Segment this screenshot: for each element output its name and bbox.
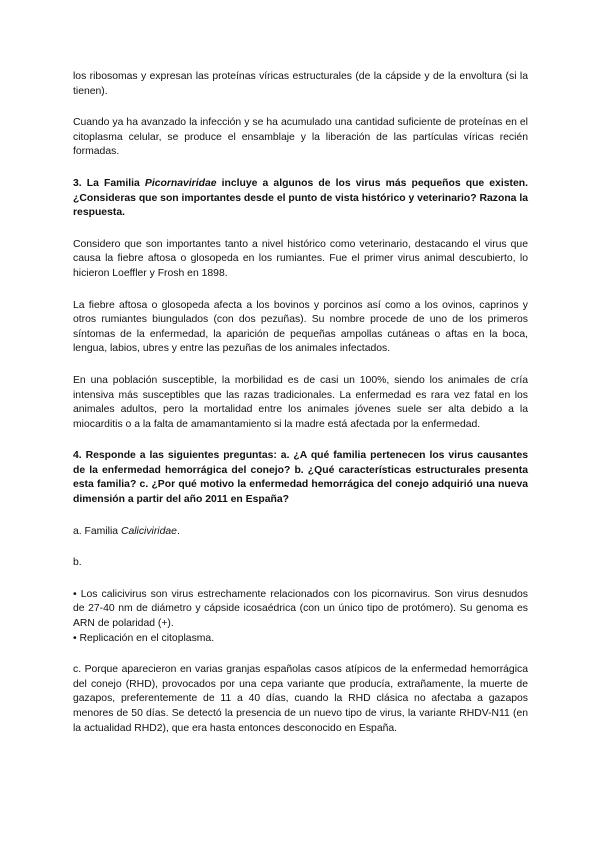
question-3-prefix: 3. La Familia xyxy=(73,177,145,189)
answer-3-paragraph-3: En una población susceptible, la morbilidad es de casi un 100%, siendo los animales de cría intensiva más susceptibles que las razas tradicionales. La enfermedad es rara vez fatal en los animales adultos, pero la mortalidad entre los animales jóvenes suele ser alta debido a la miocarditis o a la falta de amamantamiento si la madre está afectada por la enfermedad. xyxy=(73,374,528,430)
answer-4b-bullet-2: • Replicación en el citoplasma. xyxy=(73,632,215,644)
answer-4a-suffix: . xyxy=(176,525,180,537)
question-4-heading: 4. Responde a las siguientes preguntas: a. ¿A qué familia pertenecen los virus causantes de la enfermedad hemorrágica del conejo? b. ¿Qué características estructurales presenta esta familia? c. ¿Por qué motivo la enfermedad hemorrágica del conejo adquirió una nueva dimensión a partir del año 2011 en España? xyxy=(73,450,528,506)
answer-4b-label: b. xyxy=(73,557,82,569)
answer-4a-family-name: Caliciviridae xyxy=(120,525,177,537)
paragraph-ribosomas: los ribosomas y expresan las proteínas víricas estructurales (de la cápside y de la envoltura (si la tienen). xyxy=(73,71,528,97)
answer-4b-bullet-1: • Los calicivirus son virus estrechamente relacionados con los picornavirus. Son virus desnudos de 27-40 nm de diámetro y cápside icosaédrica (con un único tipo de protómero). Su genoma es ARN de polaridad (+). xyxy=(73,588,528,630)
question-3-suffix: incluye a algunos de los virus más pequeños que existen. ¿Consideras que son importantes desde el punto de vista histórico y veterinario? Razona la respuesta. xyxy=(73,177,528,219)
question-3-heading xyxy=(73,177,528,221)
answer-3-paragraph-2: La fiebre aftosa o glosopeda afecta a los bovinos y porcinos así como a los ovinos, caprinos y otros rumiantes biungulados (con dos pezuñas). Su nombre procede de uno de los primeros síntomas de la enfermedad, la aparición de pequeñas ampollas cutáneas o aftas en la boca, lengua, labios, ubres y entre las pezuñas de los animales infectados. xyxy=(73,299,528,355)
answer-4a xyxy=(73,525,528,540)
answer-4a-prefix: a. Familia xyxy=(73,525,121,537)
answer-3-paragraph-1: Considero que son importantes tanto a nivel histórico como veterinario, destacando el virus que causa la fiebre aftosa o glosopeda en los rumiantes. Fue el primer virus animal descubierto, lo hicieron Loeffler y Frosh en 1898. xyxy=(73,238,528,279)
question-3-family-name: Picornaviridae xyxy=(144,177,217,189)
paragraph-ensamblaje: Cuando ya ha avanzado la infección y se ha acumulado una cantidad suficiente de proteínas en el citoplasma celular, se produce el ensamblaje y la liberación de las partículas víricas recién formadas. xyxy=(73,117,528,158)
answer-4c: c. Porque aparecieron en varias granjas españolas casos atípicos de la enfermedad hemorrágica del conejo (RHD), provocados por una cepa variante que producía, extrañamente, la muerte de gazapos, preferentemente de 11 a 40 días, cuando la RHD clásica no afectaba a gazapos menores de 50 días. Se detectó la presencia de un nuevo tipo de virus, la variante RHDV-N11 (en la actualidad RHD2), que era hasta entonces desconocido en España. xyxy=(73,664,528,734)
